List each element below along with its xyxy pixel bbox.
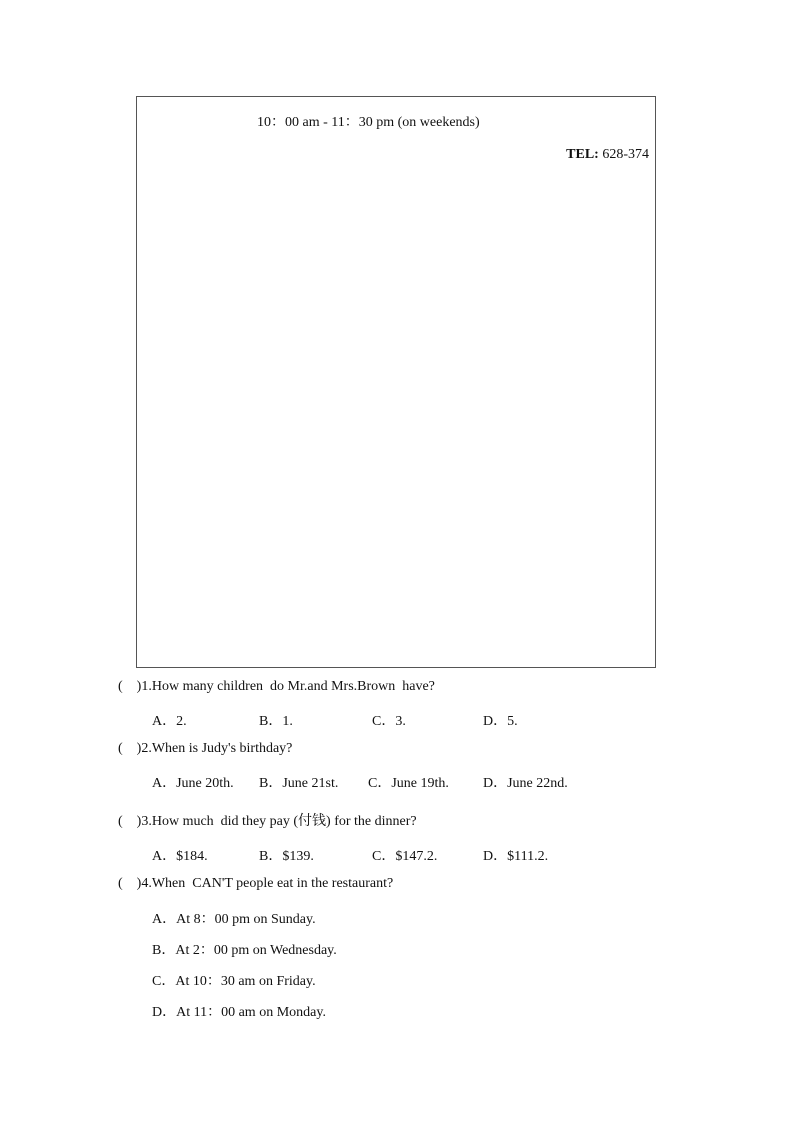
tel-number: 628-374 <box>602 147 649 162</box>
question-stem: 2.When is Judy's birthday? <box>141 741 293 756</box>
q4-option-b: B．At 2：00 pm on Wednesday. <box>152 943 337 958</box>
answer-paren-close: ) <box>136 876 142 891</box>
q1-option-d: D．5. <box>483 714 518 729</box>
tel-label: TEL: <box>566 147 599 162</box>
q4-option-d: D．At 11：00 am on Monday. <box>152 1005 326 1020</box>
question-1 <box>118 679 435 695</box>
answer-paren-open: ( <box>118 741 123 756</box>
q2-option-a: A．June 20th. <box>152 776 234 791</box>
answer-paren-close: ) <box>136 679 142 694</box>
answer-paren-close: ) <box>136 741 142 756</box>
telephone <box>566 147 649 163</box>
question-stem: 1.How many children do Mr.and Mrs.Brown have? <box>141 679 435 694</box>
q3-option-d: D．$111.2. <box>483 849 549 864</box>
q1-option-a: A．2. <box>152 714 187 729</box>
q1-option-c: C．3. <box>372 714 406 729</box>
question-3 <box>118 810 417 830</box>
q4-option-a: A．At 8：00 pm on Sunday. <box>152 912 316 927</box>
q1-option-b: B．1. <box>259 714 293 729</box>
answer-paren-open: ( <box>118 814 123 829</box>
question-stem: 3.How much did they pay (付钱) for the dinner? <box>141 814 417 829</box>
q2-option-c: C．June 19th. <box>368 776 449 791</box>
restaurant-notice-box <box>136 96 656 668</box>
q3-option-c: C．$147.2. <box>372 849 438 864</box>
answer-paren-open: ( <box>118 876 123 891</box>
question-2 <box>118 741 292 757</box>
question-stem: 4.When CAN'T people eat in the restaurant? <box>141 876 394 891</box>
q3-option-b: B．$139. <box>259 849 314 864</box>
q4-option-c: C．At 10：30 am on Friday. <box>152 974 316 989</box>
q3-option-a: A．$184. <box>152 849 208 864</box>
answer-paren-close: ) <box>136 814 142 829</box>
q2-option-b: B．June 21st. <box>259 776 339 791</box>
answer-paren-open: ( <box>118 679 123 694</box>
q2-option-d: D．June 22nd. <box>483 776 568 791</box>
question-4 <box>118 876 393 892</box>
opening-hours: 10：00 am - 11：30 pm (on weekends) <box>257 115 480 130</box>
